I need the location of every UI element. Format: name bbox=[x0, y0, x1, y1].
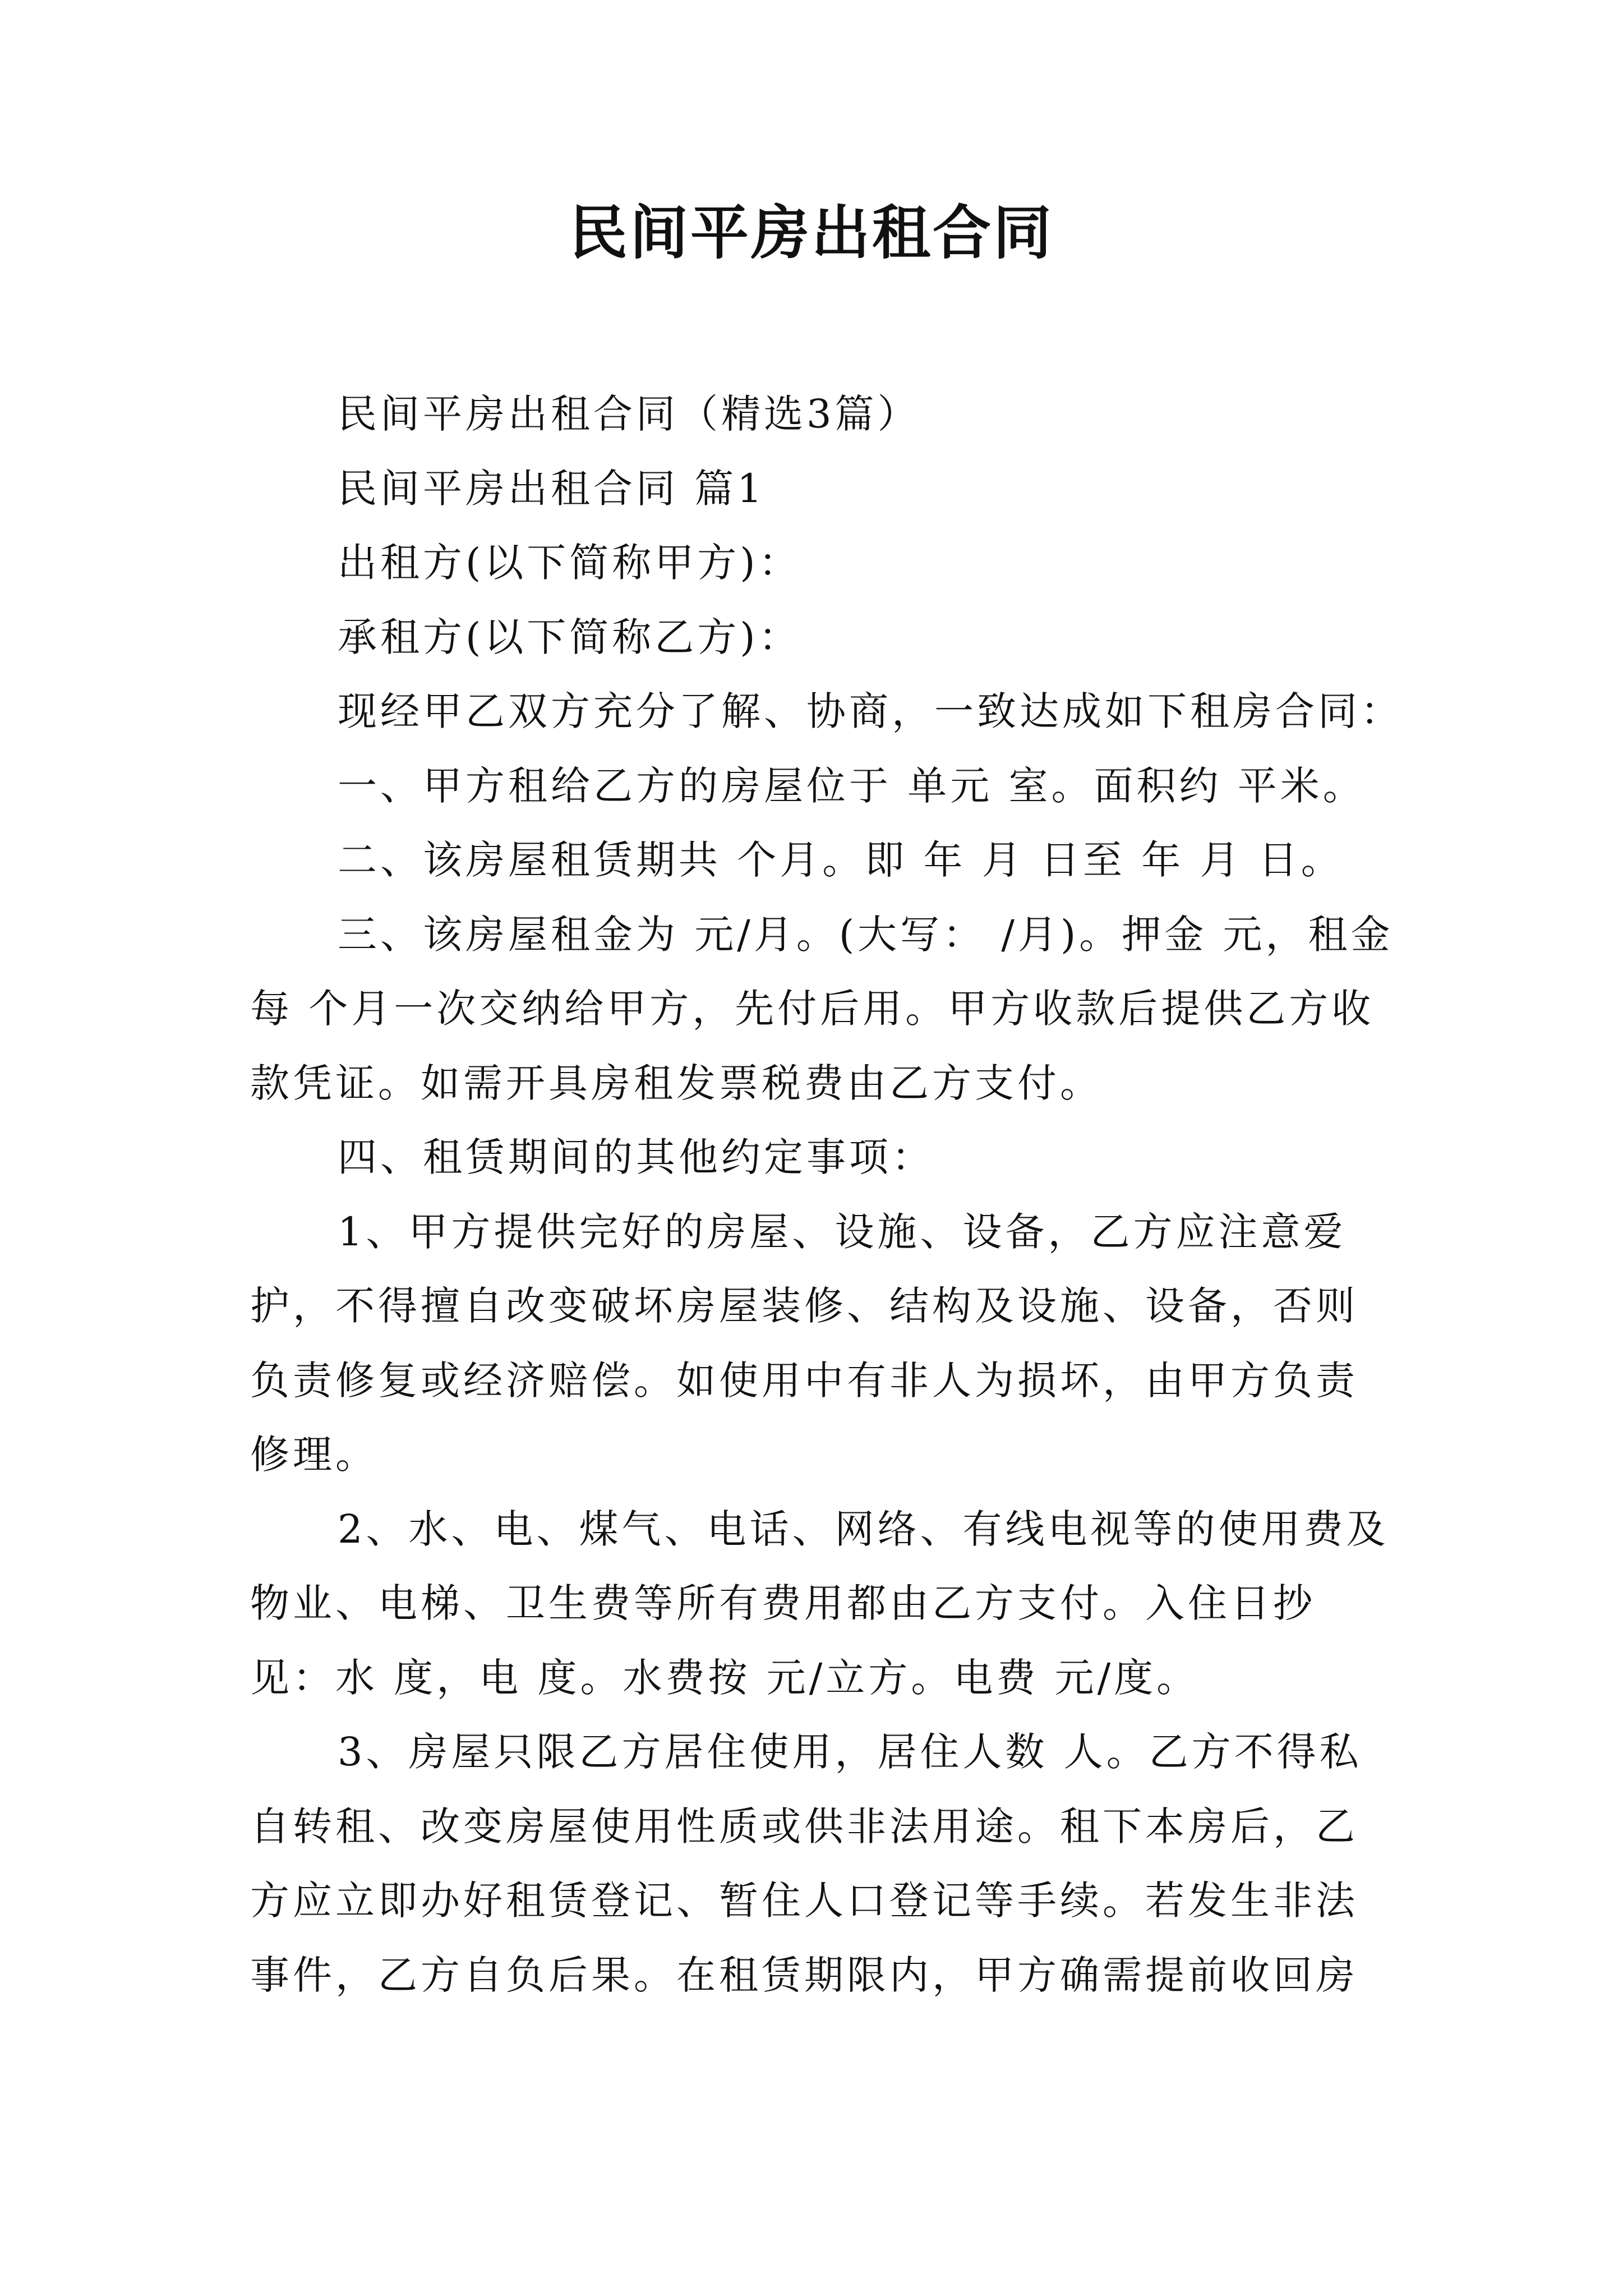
paragraph-clause-2: 二、该房屋租赁期共 个月。即 年 月 日至 年 月 日。 bbox=[338, 837, 1344, 883]
paragraph-clause-1: 一、甲方租给乙方的房屋位于 单元 室。面积约 平米。 bbox=[338, 762, 1366, 809]
paragraph-lessee: 承租方(以下简称乙方)： bbox=[338, 614, 801, 660]
paragraph-lessor: 出租方(以下简称甲方)： bbox=[338, 540, 801, 586]
paragraph-preamble: 现经甲乙双方充分了解、协商，一致达成如下租房合同： bbox=[338, 688, 1403, 734]
document-body bbox=[250, 377, 1403, 2012]
paragraph-item-1: 1、甲方提供完好的房屋、设施、设备，乙方应注意爱护，不得擅自改变破坏房屋装修、结构及设施、设备，否则负责修复或经济赔偿。如使用中有非人为损坏，由甲方负责修理。 bbox=[250, 1208, 1358, 1478]
paragraph-item-2: 2、水、电、煤气、电话、网络、有线电视等的使用费及物业、电梯、卫生费等所有费用都由乙方支付。入住日抄见：水 度，电 度。水费按 元/立方。电费 元/度。 bbox=[250, 1506, 1389, 1701]
paragraph-item-3: 3、房屋只限乙方居住使用，居住人数 人。乙方不得私自转租、改变房屋使用性质或供非法用途。租下本房后，乙方应立即办好租赁登记、暂住人口登记等手续。若发生非法事件，乙方自负后果。在租赁期限内，甲方确需提前收回房 bbox=[250, 1729, 1362, 1998]
paragraph-section-heading: 民间平房出租合同 篇1 bbox=[338, 465, 766, 512]
document-title: 民间平房出租合同 bbox=[569, 198, 1054, 267]
paragraph-subtitle: 民间平房出租合同（精选3篇） bbox=[338, 391, 920, 437]
paragraph-clause-3: 三、该房屋租金为 元/月。(大写： /月)。押金 元，租金每 个月一次交纳给甲方，先付后用。甲方收款后提供乙方收款凭证。如需开具房租发票税费由乙方支付。 bbox=[250, 911, 1394, 1106]
paragraph-clause-4: 四、租赁期间的其他约定事项： bbox=[338, 1134, 934, 1180]
